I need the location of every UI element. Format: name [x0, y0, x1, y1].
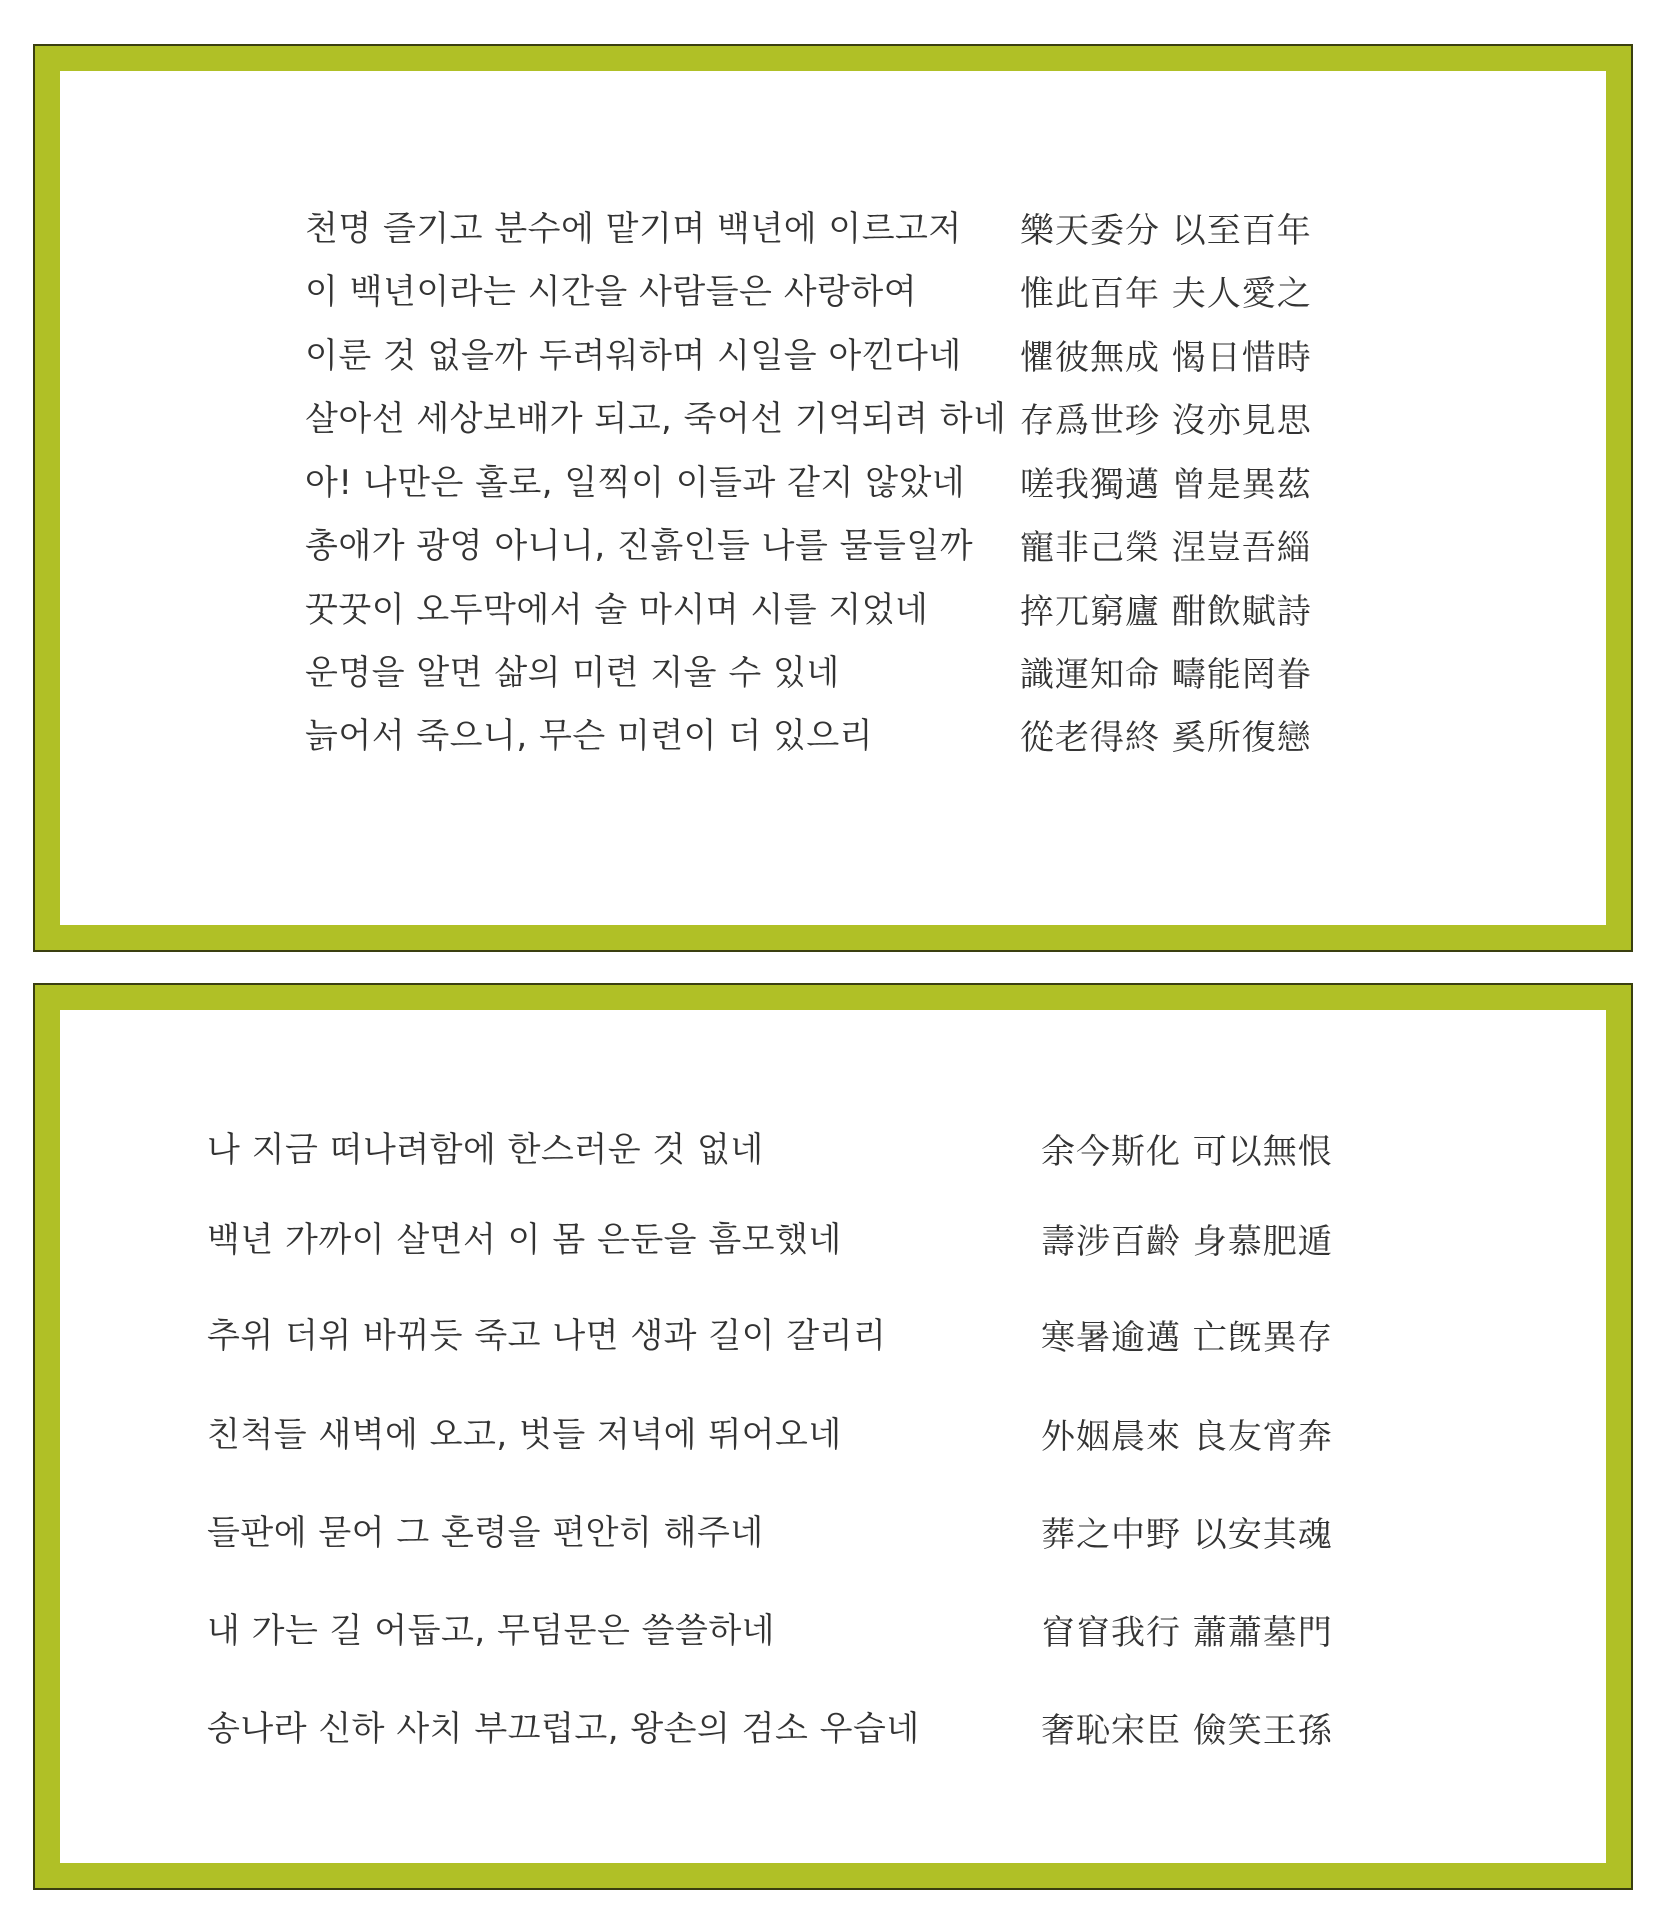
hanja-line: 余今斯化 可以無恨 — [1041, 1132, 1333, 1172]
hanja-line: 葬之中野 以安其魂 — [1041, 1515, 1333, 1555]
hanja-line: 嗟我獨邁 曾是異茲 — [1020, 465, 1312, 505]
hanja-line: 壽涉百齡 身慕肥遁 — [1041, 1222, 1333, 1262]
korean-line: 운명을 알면 삶의 미련 지울 수 있네 — [305, 653, 840, 693]
hanja-line: 窅窅我行 蕭蕭墓門 — [1041, 1613, 1333, 1653]
hanja-line: 存爲世珍 沒亦見思 — [1020, 401, 1312, 441]
hanja-line: 惟此百年 夫人愛之 — [1020, 274, 1312, 314]
hanja-line: 懼彼無成 愒日惜時 — [1020, 338, 1312, 378]
korean-line: 천명 즐기고 분수에 맡기며 백년에 이르고저 — [305, 209, 962, 249]
korean-line: 나 지금 떠나려함에 한스러운 것 없네 — [207, 1130, 764, 1170]
poem-panel-2-inner — [60, 1010, 1606, 1863]
korean-line: 이 백년이라는 시간을 사람들은 사랑하여 — [305, 272, 918, 312]
poem-panel-1 — [33, 44, 1633, 952]
korean-line: 아! 나만은 홀로, 일찍이 이들과 같지 않았네 — [305, 463, 966, 503]
korean-line: 친척들 새벽에 오고, 벗들 저녁에 뛰어오네 — [207, 1415, 842, 1455]
hanja-line: 捽兀窮廬 酣飲賦詩 — [1020, 592, 1312, 632]
hanja-line: 外姻晨來 良友宵奔 — [1041, 1417, 1333, 1457]
korean-line: 이룬 것 없을까 두려워하며 시일을 아낀다네 — [305, 336, 962, 376]
hanja-line: 樂天委分 以至百年 — [1020, 211, 1312, 251]
korean-line: 늙어서 죽으니, 무슨 미련이 더 있으리 — [305, 716, 874, 756]
poem-panel-1-inner — [60, 71, 1606, 925]
korean-line: 꿋꿋이 오두막에서 술 마시며 시를 지었네 — [305, 590, 929, 630]
korean-line: 내 가는 길 어둡고, 무덤문은 쓸쓸하네 — [207, 1611, 776, 1651]
korean-line: 송나라 신하 사치 부끄럽고, 왕손의 검소 우습네 — [207, 1709, 920, 1749]
hanja-line: 寒暑逾邁 亡旣異存 — [1041, 1318, 1333, 1358]
korean-line: 백년 가까이 살면서 이 몸 은둔을 흠모했네 — [207, 1220, 842, 1260]
hanja-line: 奢恥宋臣 儉笑王孫 — [1041, 1711, 1333, 1751]
korean-line: 들판에 묻어 그 혼령을 편안히 해주네 — [207, 1513, 764, 1553]
korean-line: 살아선 세상보배가 되고, 죽어선 기억되려 하네 — [305, 399, 1007, 439]
hanja-line: 寵非己榮 涅豈吾緇 — [1020, 528, 1312, 568]
hanja-line: 識運知命 疇能罔眷 — [1020, 655, 1312, 695]
korean-line: 총애가 광영 아니니, 진흙인들 나를 물들일까 — [305, 526, 974, 566]
hanja-line: 從老得終 奚所復戀 — [1020, 718, 1312, 758]
korean-line: 추위 더위 바뀌듯 죽고 나면 생과 길이 갈리리 — [207, 1316, 887, 1356]
poem-panel-2 — [33, 983, 1633, 1890]
